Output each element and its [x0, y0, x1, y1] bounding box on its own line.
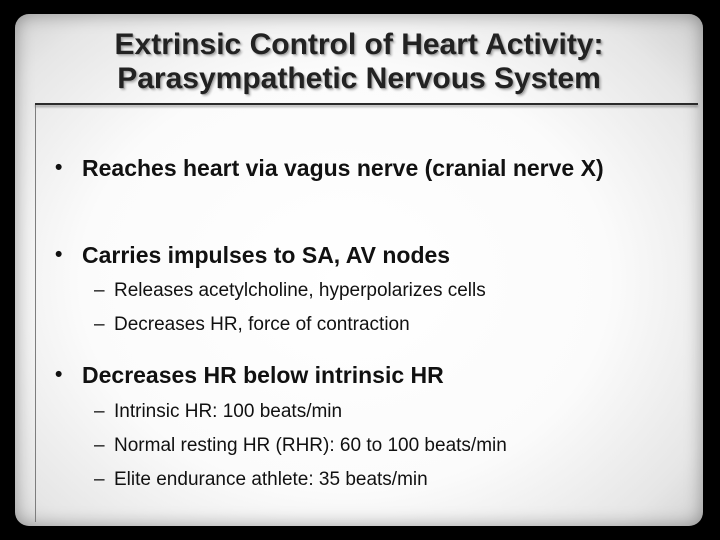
- bullet-marker: •: [55, 156, 63, 179]
- bullet-marker: •: [55, 363, 63, 386]
- sub-bullet-text: Releases acetylcholine, hyperpolarizes cells: [114, 280, 486, 301]
- sub-bullet-marker: –: [94, 469, 105, 490]
- sub-bullet-text: Decreases HR, force of contraction: [114, 314, 410, 335]
- sub-bullet-marker: –: [94, 435, 105, 456]
- bullet-marker: •: [55, 243, 63, 266]
- sub-bullet-marker: –: [94, 314, 105, 335]
- bullet-text: Reaches heart via vagus nerve (cranial nerve X): [82, 155, 604, 181]
- sub-bullet-marker: –: [94, 401, 105, 422]
- sub-bullet-marker: –: [94, 280, 105, 301]
- title-line-1: Extrinsic Control of Heart Activity:: [114, 28, 604, 61]
- bullet-list: [15, 14, 703, 526]
- bullet-text: Carries impulses to SA, AV nodes: [82, 242, 451, 268]
- title-line-2: Parasympathetic Nervous System: [117, 62, 601, 95]
- sub-bullet-text: Intrinsic HR: 100 beats/min: [114, 401, 343, 422]
- slide-panel: [15, 14, 703, 526]
- sub-bullet-text: Normal resting HR (RHR): 60 to 100 beats/min: [114, 435, 507, 456]
- bullet-text: Decreases HR below intrinsic HR: [82, 362, 444, 388]
- sub-bullet-text: Elite endurance athlete: 35 beats/min: [114, 469, 428, 490]
